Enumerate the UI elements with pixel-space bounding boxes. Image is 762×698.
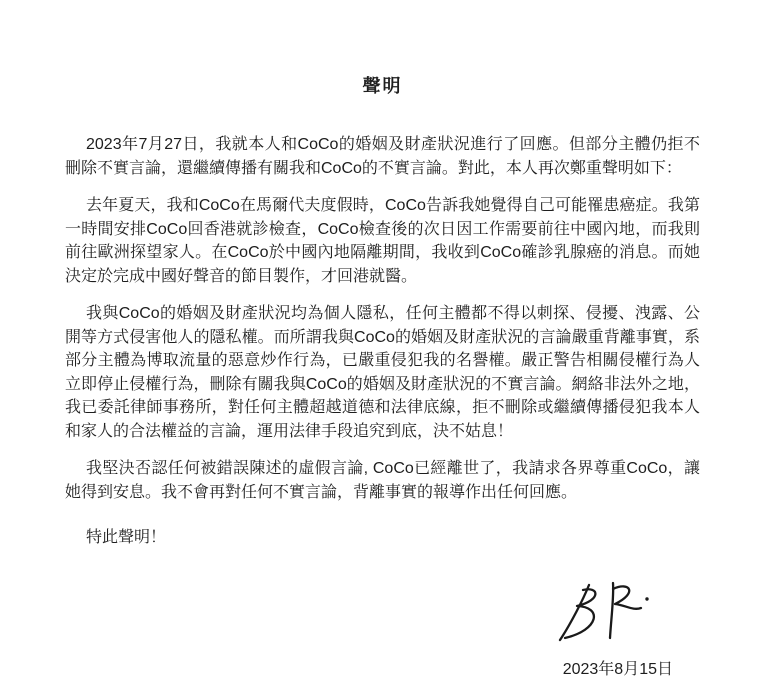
signature bbox=[556, 580, 652, 646]
paragraph-denial: 我堅決否認任何被錯誤陳述的虛假言論, CoCo已經離世了，我請求各界尊重CoCo，讓她得到安息。我不會再對任何不實言論，背離事實的報導作出任何回應。 bbox=[65, 460, 700, 501]
closing-line: 特此聲明！ bbox=[86, 529, 167, 546]
page-title: 聲明 bbox=[362, 76, 403, 96]
paragraph-maldives: 去年夏天，我和CoCo在馬爾代夫度假時，CoCo告訴我她覺得自己可能罹患癌症。我第一時間安排CoCo回香港就診檢查，CoCo檢查後的次日因工作需要前往中國內地，而我則前往歐洲探望家人。在CoCo於中國內地隔離期間，我收到CoCo確診乳腺癌的消息。而她決定於完成中國好聲音的節目製作，才回港就醫。 bbox=[65, 197, 700, 285]
document-date: 2023年8月15日 bbox=[562, 661, 673, 678]
signature-scrawl-icon bbox=[556, 580, 652, 646]
paragraph-privacy-warning: 我與CoCo的婚姻及財產狀況均為個人隱私，任何主體都不得以刺探、侵擾、洩露、公開等方式侵害他人的隱私權。而所謂我與CoCo的婚姻及財產狀況的言論嚴重背離事實，系部分主體為博取流量的惡意炒作行為，已嚴重侵犯我的名譽權。嚴正警告相關侵權行為人立即停止侵權行為，刪除有關我與CoCo的婚姻及財產狀況的不實言論。網絡非法外之地，我已委託律師事務所，對任何主體超越道德和法律底線，拒不刪除或繼續傳播侵犯我本人和家人的合法權益的言論，運用法律手段追究到底，決不姑息！ bbox=[65, 305, 700, 440]
paragraph-intro: 2023年7月27日，我就本人和CoCo的婚姻及財產狀況進行了回應。但部分主體仍拒不刪除不實言論，還繼續傳播有關我和CoCo的不實言論。對此，本人再次鄭重聲明如下： bbox=[65, 136, 700, 177]
